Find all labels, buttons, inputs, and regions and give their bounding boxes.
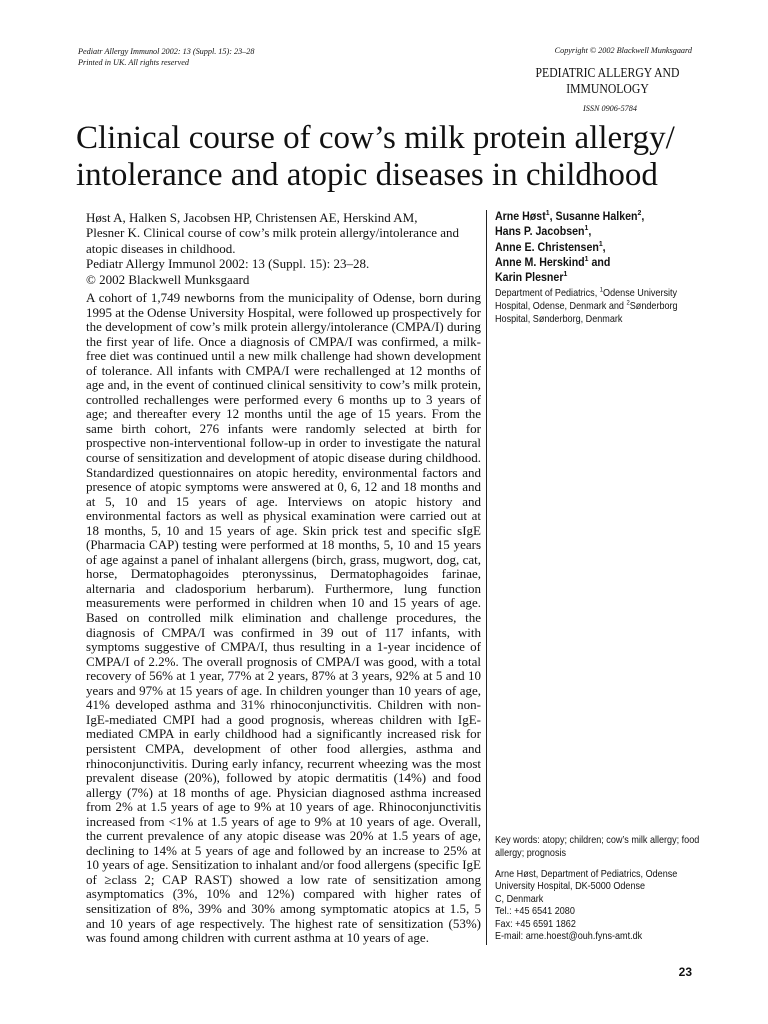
correspondence-line: Tel.: +45 6541 2080: [495, 906, 575, 918]
author-name: Karin Plesner$^1$: [495, 269, 568, 285]
citation-line: Plesner K. Clinical course of cow’s milk protein allergy/intolerance and: [86, 225, 460, 241]
journal-name-line: PEDIATRIC ALLERGY AND: [535, 65, 680, 80]
journal-citation-header: [78, 46, 254, 68]
header-citation-line: Pediatr Allergy Immunol 2002: 13 (Suppl. 15): 23–28: [78, 47, 255, 56]
correspondence-address: [495, 869, 701, 943]
author-name: Anne E. Christensen$^1$,: [495, 238, 606, 254]
correspondence-line: Arne Høst, Department of Pediatrics, Odense: [495, 869, 678, 880]
abstract: [86, 291, 481, 946]
citation-line: Pediatr Allergy Immunol 2002: 13 (Suppl. 15): 23–28.: [86, 256, 370, 272]
citation-line: © 2002 Blackwell Munksgaard: [86, 271, 250, 287]
journal-name: [531, 65, 685, 97]
citation-line: Høst A, Halken S, Jacobsen HP, Christensen AE, Herskind AM,: [86, 210, 418, 225]
column-divider: [486, 210, 487, 945]
issn: ISSN 0906-5784: [583, 104, 637, 113]
author-list: [495, 209, 684, 285]
author-name: Hans P. Jacobsen$^1$,: [495, 223, 592, 239]
article-title: [76, 120, 716, 194]
citation-line: atopic diseases in childhood.: [86, 240, 236, 256]
keywords: Key words: atopy; children; cow’s milk allergy; food allergy; prognosis: [495, 835, 700, 859]
abstract-text: A cohort of 1,749 newborns from the municipality of Odense, born during 1995 at the Odense University Hospital, were followed up prospectively for the development of cow’s milk protein allergy/intolerance (CMPA/I) during the first year of life. Once a diagnosis of CMPA/I was confirmed, a milk-free diet was continued until a new milk challenge had shown development of tolerance. All infants with CMPA/I were rechallenged at 12 months of age and, in the event of continued clinical sensitivity to cow’s milk protein, controlled rechallenges were performed every 6 months up to 3 years of age; and thereafter every 12 months until the age of 15 years. From the same birth cohort, 276 infants were randomly selected at birth for prospective non-interventional follow-up in order to investigate the natural course of sensitization and development of atopic disease during childhood. Standardized questionnaires on atopic heredity, environmental factors and presence of atopic symptoms were answered at 0, 6, 12 and 18 months and at 5, 10 and 15 years of age. Interviews on atopic history and environmental factors as well as physical examination were carried out at 18 months, 5, 10 and 15 years of age. Skin prick test and specific sIgE (Pharmacia CAP) testing were performed at 18 months, 5, 10 and 15 years of age against a panel of inhalant allergens (birch, grass, mugwort, dog, cat, horse, Dermatophagoides pteronyssinus, Dermatophagoides farinae, alternaria and cladosporium herbarum). Furthermore, lung function measurements were performed in children when 10 and 15 years of age. Based on controlled milk elimination and challenge procedures, the diagnosis of CMPA/I was confirmed in 39 out of 117 infants, with symptoms suggestive of CMPA/I, thus resulting in a 1-year incidence of CMPA/I of 2.2%. The overall prognosis of CMPA/I was good, with a total recovery of 56% at 1 year, 77% at 2 years, 87% at 3 years, 92% at 5 and 10 years and 97% at 15 years of age. In children younger than 10 years of age, 41% developed asthma and 31% rhinoconjunctivitis. Children with non-IgE-mediated CMPI had a good prognosis, whereas children with IgE-mediated CMPA in early childhood had a significantly increased risk for persistent CMPA, development of other food allergies, asthma and rhinoconjunctivitis. During early infancy, recurrent wheezing was the most prevalent disease (20%), followed by atopic dermatitis (14%) and food allergy (7%) at 18 months of age. Physician diagnosed asthma increased from 2% at 1.5 years of age to 9% at 10 years of age. Rhinoconjunctivitis increased from <1% at 1.5 years of age to 9% at 10 years of age. Overall, the current prevalence of any atopic disease was 20% at 1.5 years of age, declining to 14% at 5 years of age and followed by an increase to 25% at 10 years of age. Sensitization to inhalant and/or food allergens (specific IgE of ≥class 2; CAP RAST) showed a low rate of sensitization among asymptomatics (3%, 10% and 12%) compared with higher rates of sensitization of 8%, 39% and 30% among symptomatic atopics at 1.5, 5 and 10 years of age respectively. The highest rate of sensitization (53%) was found among children with current asthma at 10 years of age.: [86, 290, 481, 946]
page-number: 23: [678, 965, 692, 979]
author-name: Arne Høst$^1$,: [495, 208, 556, 223]
title-line: intolerance and atopic diseases in childhood: [76, 157, 658, 193]
article-citation: [86, 210, 481, 287]
copyright-notice: Copyright © 2002 Blackwell Munksgaard: [554, 46, 692, 55]
correspondence-line: University Hospital, DK-5000 Odense: [495, 881, 646, 893]
author-name: Anne M. Herskind$^1$ and: [495, 253, 611, 269]
correspondence-line: C, Denmark: [495, 893, 544, 905]
correspondence-line: Fax: +45 6591 1862: [495, 918, 576, 930]
correspondence-line: E-mail: arne.hoest@ouh.fyns-amt.dk: [495, 931, 643, 943]
title-line: Clinical course of cow’s milk protein allergy/: [76, 120, 675, 156]
author-affiliations: Department of Pediatrics, $^1$Odense University Hospital, Odense, Denmark and $^2$Sønderborg Hospital, Sønderborg, Denmark: [495, 286, 678, 325]
header-rights-line: Printed in UK. All rights reserved: [78, 58, 189, 67]
author-name: Susanne Halken$^2$,: [555, 208, 645, 223]
journal-name-line: IMMUNOLOGY: [566, 81, 649, 96]
